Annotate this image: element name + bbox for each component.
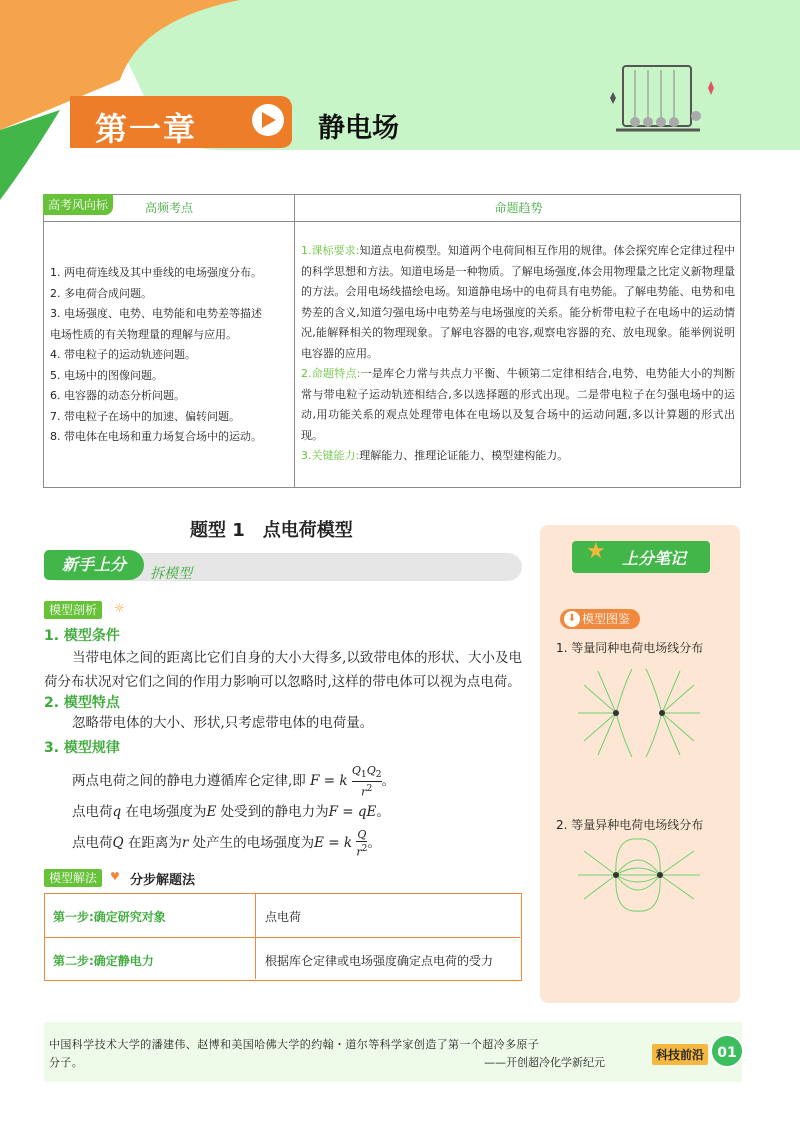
chapter-title: 第一章 [95, 110, 198, 148]
formula-symbol: E [314, 834, 324, 851]
trend-text [301, 241, 735, 467]
header-decoration [0, 0, 800, 200]
formula-symbol: E [206, 804, 217, 820]
trend-key: 3.关键能力: [301, 449, 360, 462]
step-name: 第一步:确定研究对象 [53, 910, 166, 924]
formula-symbol: F [310, 772, 320, 789]
table-row [45, 938, 520, 981]
formula-symbol: qE [357, 804, 377, 820]
like-charges-field-diagram [574, 665, 704, 761]
step-name: 第二步:确定静电力 [53, 954, 154, 968]
footer-line: 中国科学技术大学的潘建伟、赵博和美国哈佛大学的约翰・道尔等科学家创造了第一个超冷多原子 [49, 1038, 540, 1051]
gallery-item: 1. 等量同种电荷电场线分布 [556, 641, 704, 655]
field-line: 点电荷Q 在距离为r 处产生的电场强度为E = k $\frac{Q}{r^2}$ 。 [72, 828, 381, 859]
fraction: $\frac{Q}{r^2}$ [356, 828, 368, 859]
force-line: 点电荷q 在电场强度为E 处受到的静电力为F = qE。 [72, 804, 390, 820]
footer-line: 分子。 [49, 1056, 84, 1069]
section-text: 忽略带电体的大小、形状,只考虑带电体的电荷量。 [72, 715, 374, 731]
fraction: $\frac{Q_1Q_2}{r^2}$ [351, 764, 382, 799]
section-text: 当带电体之间的距离比它们自身的大小大得多,以致带电体的形状、大小及电荷分布状况对它们之间的作用力影响可以忽略时,这样的带电体可以视为点电荷。 [44, 650, 522, 690]
list-item: 5. 电场中的图像问题。 [50, 368, 163, 382]
formula-symbol: k [339, 772, 348, 789]
trend-para: 理解能力、推理论证能力、模型建构能力。 [359, 449, 569, 462]
step-content: 点电荷 [265, 910, 302, 924]
star-mascot-icon: ★ [586, 539, 606, 564]
chapter-header [0, 0, 800, 200]
table-divider [294, 195, 295, 487]
table-divider [44, 221, 740, 222]
table-row [45, 894, 520, 937]
law-text: 在距离为 [127, 834, 182, 851]
step-table [44, 893, 522, 981]
list-item: 7. 带电粒子在场中的加速、偏转问题。 [50, 409, 240, 423]
question-type-title: 题型 1 点电荷模型 [190, 520, 353, 541]
arrow-down-icon: ⬇ [564, 611, 580, 627]
section-title: 2. 模型特点 [44, 695, 120, 711]
lightbulb-icon: ☼ [114, 601, 125, 615]
trend-badge: 高考风向标 [43, 194, 113, 215]
formula-symbol: q [112, 804, 122, 820]
list-item: 6. 电容器的动态分析问题。 [50, 389, 185, 402]
list-item: 1. 两电荷连线及其中垂线的电场强度分布。 [50, 266, 262, 279]
list-item: 电场性质的有关物理量的理解与应用。 [50, 327, 237, 341]
formula-symbol: Q [112, 834, 124, 851]
law-text: 两点电荷之间的静电力遵循库仑定律,即 [72, 772, 306, 789]
law-text: 在电场强度为 [125, 804, 207, 820]
trend-key: 2.命题特点: [301, 367, 361, 380]
trend-para: 知道点电荷模型。知道两个电荷间相互作用的规律。体会探究库仑定律过程中的科学思想和方法。知道电场是一种物质。了解电场强度,体会用物理量之比定义新物理量的方法。会用电场线描绘电场。知道静电场中的电荷具有电势能。了解电势能、电势和电势差的含义,知道匀强电场中电势差与电场强度的关系。能分析带电粒子在电场中的运动情况,能解释相关的物理现象。了解电容器的电容,观察电容器的充、放电现象。能举例说明电容器的应用。 [301, 244, 736, 360]
footer-tag: 科技前沿 [652, 1044, 708, 1065]
formula-symbol: k [343, 834, 353, 851]
gallery-item: 2. 等量异种电荷电场线分布 [556, 818, 704, 832]
law-text: 点电荷 [72, 804, 113, 820]
list-item: 2. 多电荷合成问题。 [50, 286, 152, 300]
law-text: 点电荷 [72, 834, 113, 851]
formula-symbol: r [181, 834, 189, 851]
analysis-label: 模型剖析 [44, 601, 102, 619]
solve-title: 分步解题法 [130, 873, 196, 888]
formula-symbol: F [328, 804, 338, 820]
section-title: 1. 模型条件 [44, 628, 120, 644]
trend-para: 一是库仑力常与共点力平衡、牛顿第二定律相结合,电势、电势能大小的判断常与带电粒子运动轨迹相结合,多以选择题的形式出现。二是带电粒子在匀强电场中的运动,用功能关系的观点处理带电体在电场以及复合场中的运动问题,多以计算题的形式出现。 [301, 367, 736, 442]
solve-label: 模型解法 [44, 869, 102, 887]
footer-banner [44, 1022, 742, 1082]
exam-trend-table [43, 194, 741, 488]
coulomb-law-line: 两点电荷之间的静电力遵循库仑定律,即 F = k $\frac{Q_1Q_2}{r^2}$ 。 [72, 764, 396, 799]
footer-source: ——开创超冷化学新纪元 [484, 1056, 605, 1069]
heart-icon: ♥ [110, 870, 120, 883]
unlike-charges-field-diagram [574, 837, 704, 913]
frequent-topics-list [50, 263, 290, 448]
model-tag: 拆模型 [150, 566, 192, 582]
list-item: 3. 电场强度、电势、电势能和电势差等描述 [50, 307, 262, 320]
notes-title: 上分笔记 [622, 549, 687, 568]
gallery-tag-label: 模型图鉴 [582, 612, 631, 626]
chapter-subject: 静电场 [318, 113, 399, 144]
page-number: 01 [710, 1034, 744, 1068]
column-header-trend: 命题趋势 [494, 201, 543, 215]
column-header-frequent: 高频考点 [144, 201, 193, 215]
law-text: 处受到的静电力为 [220, 804, 329, 820]
law-text: 处产生的电场强度为 [192, 834, 315, 851]
notes-sidebar [540, 525, 740, 1003]
list-item: 4. 带电粒子的运动轨迹问题。 [50, 348, 196, 361]
level-badge: 新手上分 [44, 550, 144, 580]
trend-key: 1.课标要求: [301, 244, 360, 257]
list-item: 8. 带电体在电场和重力场复合场中的运动。 [50, 430, 262, 443]
step-content: 根据库仑定律或电场强度确定点电荷的受力 [265, 954, 494, 968]
section-title: 3. 模型规律 [44, 740, 120, 756]
